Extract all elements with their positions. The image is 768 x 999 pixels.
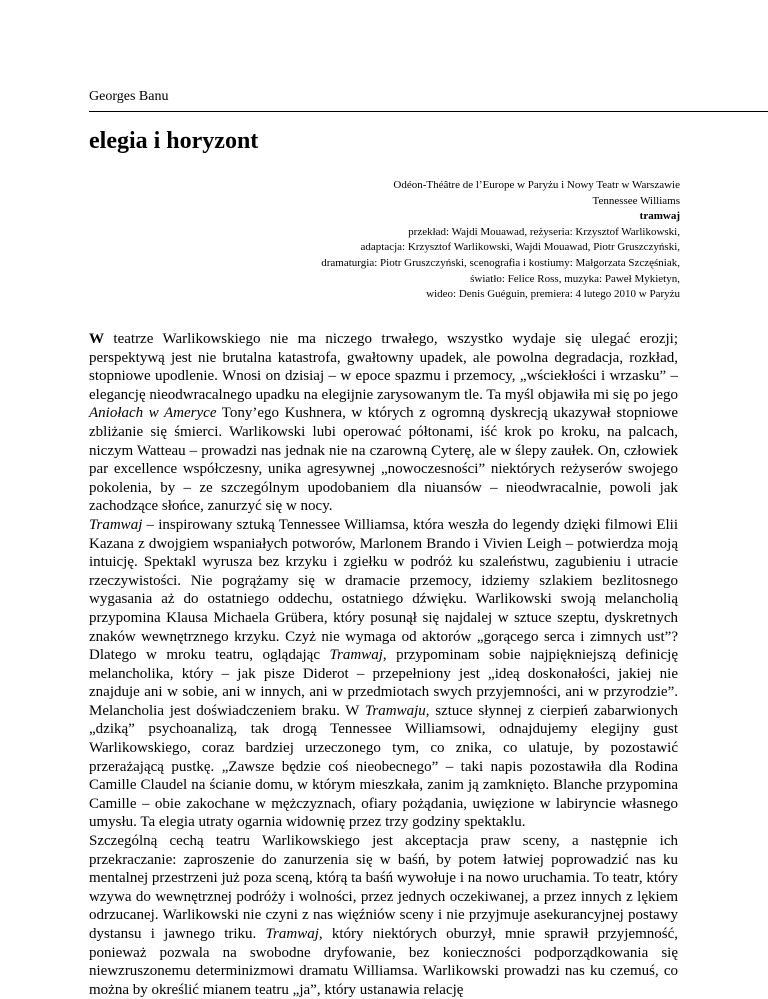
italic-title: Tramwaj [265, 926, 319, 942]
article-body [89, 330, 678, 999]
text-run: , przypominam sobie najpiękniejszą definicję melancholika, który – jak pisze Diderot – przepełniony jest „ideą doskonałości, jakiej nie znajduje ani w sobie, ani w innych, ani w przedmiotach swych przyjemności, ani w przyrodzie”. Melancholia jest doświadczeniem braku. W [89, 647, 678, 719]
production-credits [160, 178, 680, 303]
credit-line: wideo: Denis Guéguin, premiera: 4 lutego 2010 w Paryżu [426, 288, 680, 301]
header-divider [89, 111, 768, 112]
text-run: teatrze Warlikowskiego nie ma niczego trwałego, wszystko wydaje się ulegać erozji; perspektywą jest nie brutalna katastrofa, gwałtowny upadek, ale powolna degradacja, rozkład, stopniowe upodlenie. Wnosi on dzisiaj – w epoce spazmu i przemocy, „wściekłości i wrzasku” – elegancję nieodwracalnego upadku na elegijnie zarysowanym tle. Ta myśl objawiła mi się po jego [89, 331, 678, 403]
credit-line: dramaturgia: Piotr Gruszczyński, scenografia i kostiumy: Małgorzata Szczęśniak, [321, 256, 680, 269]
article-title: elegia i horyzont [89, 128, 259, 154]
author-name: Georges Banu [89, 89, 169, 104]
text-run: – inspirowany sztuką Tennessee Williamsa, która weszła do legendy dzięki filmowi Elii Kazana z dwojgiem wspaniałych potworów, Marlonem Brando i Vivien Leigh – potwierdza moją intuicję. Spektakl wyrusza bez krzyku i zgiełku w podróż ku szaleństwu, zagubieniu i utracie rzeczywistości. Nie pogrążamy się w dramacie przemocy, idziemy szlakiem bezlitosnego wygasania aż do ostatniego oddechu, ostatniego dźwięku. Warlikowski swoją melancholią przypomina Klausa Michaela Grübera, który posunął się najdalej w sztuce szeptu, dyskretnych znaków wewnętrznego krzyku. Czyż nie wymaga od aktorów „gorącego serca i zimnych ust”? Dlatego w mroku teatru, oglądając [89, 516, 678, 664]
text-run: Tony’ego Kushnera, w których z ogromną dyskrecją ukazywał stopniowe zbliżanie się śmierci. Warlikowski lubi operować półtonami, iść krok po kroku, na palcach, niczym Watteau – prowadzi nas jednak nie na czarowną Cyterę, ale w ślepy zaułek. On, człowiek par excellence współczesny, unika agresywnej „nowoczesności” niektórych reżyserów swojego pokolenia, by – ze szczególnym upodobaniem dla niuansów – nieodwracalnie, powoli jak zachodzące słońce, zanurzyć się w nocy. [89, 405, 679, 515]
credit-line: światło: Felice Ross, muzyka: Paweł Mykietyn, [470, 272, 680, 285]
italic-title: Aniołach w Ameryce [89, 405, 217, 422]
italic-title: Tramwaju [364, 702, 426, 719]
drop-cap: W [89, 331, 104, 347]
italic-title: Tramwaj [89, 516, 143, 533]
credit-playwright: Tennessee Williams [592, 194, 680, 207]
text-run: , sztuce słynnej z cierpień zabarwionych „dziką” psychoanalizą, tak drogą Tennessee Williamsowi, odnajdujemy elegijny gust Warlikowskiego, coraz bardziej urzeczonego tym, co znika, co ulatuje, by pozostawić przerażającą pustkę. „Zawsze będzie coś nieobecnego” – taki napis pozostawiła dla Rodina Camille Claudel na ścianie domu, w którym mieszkała, zanim ją zamknięto. Blanche przypomina Camille – obie zakochane w mężczyznach, ofiary pożądania, uwięzione w labiryncie własnego umysłu. Ta elegia utraty ogarnia widownię przez trzy godziny spektaklu. [89, 702, 678, 831]
credit-theatre: Odéon-Théâtre de l’Europe w Paryżu i Nowy Teatr w Warszawie [393, 179, 680, 191]
credit-line: przekład: Wajdi Mouawad, reżyseria: Krzysztof Warlikowski, [408, 225, 680, 238]
italic-title: Tramwaj [329, 647, 383, 664]
paragraph [89, 832, 678, 999]
paragraph [89, 516, 678, 832]
credit-play-title: tramwaj [639, 210, 680, 223]
text-run: Szczególną cechą teatru Warlikowskiego jest akceptacja praw sceny, a następnie ich przekraczanie: zaproszenie do zanurzenia się w baśń, by potem łatwiej poprowadzić nas ku mentalnej przestrzeni już poza sceną, którą ta baśń wywołuje i na nowo uruchamia. To teatr, który wzywa do wewnętrznej podróży i wolności, przez jednych oczekiwanej, a przez innych z lękiem odrzucanej. Warlikowski nie czyni z nas więźniów sceny i nie przyjmuje asekurancyjnej postawy dystansu i jawnego triku. [89, 833, 678, 942]
paragraph [89, 330, 678, 516]
credit-line: adaptacja: Krzysztof Warlikowski, Wajdi Mouawad, Piotr Gruszczyński, [360, 241, 680, 254]
text-run: , który niektórych oburzył, mnie sprawił przyjemność, ponieważ pozwala na swobodne dryfowanie, bez konieczności podporządkowania się niewzruszonemu determinizmowi dramatu Williamsa. Warlikowski prowadzi nas ku czemuś, co można by określić mianem teatru „ja”, który ustanawia relację [89, 926, 678, 998]
